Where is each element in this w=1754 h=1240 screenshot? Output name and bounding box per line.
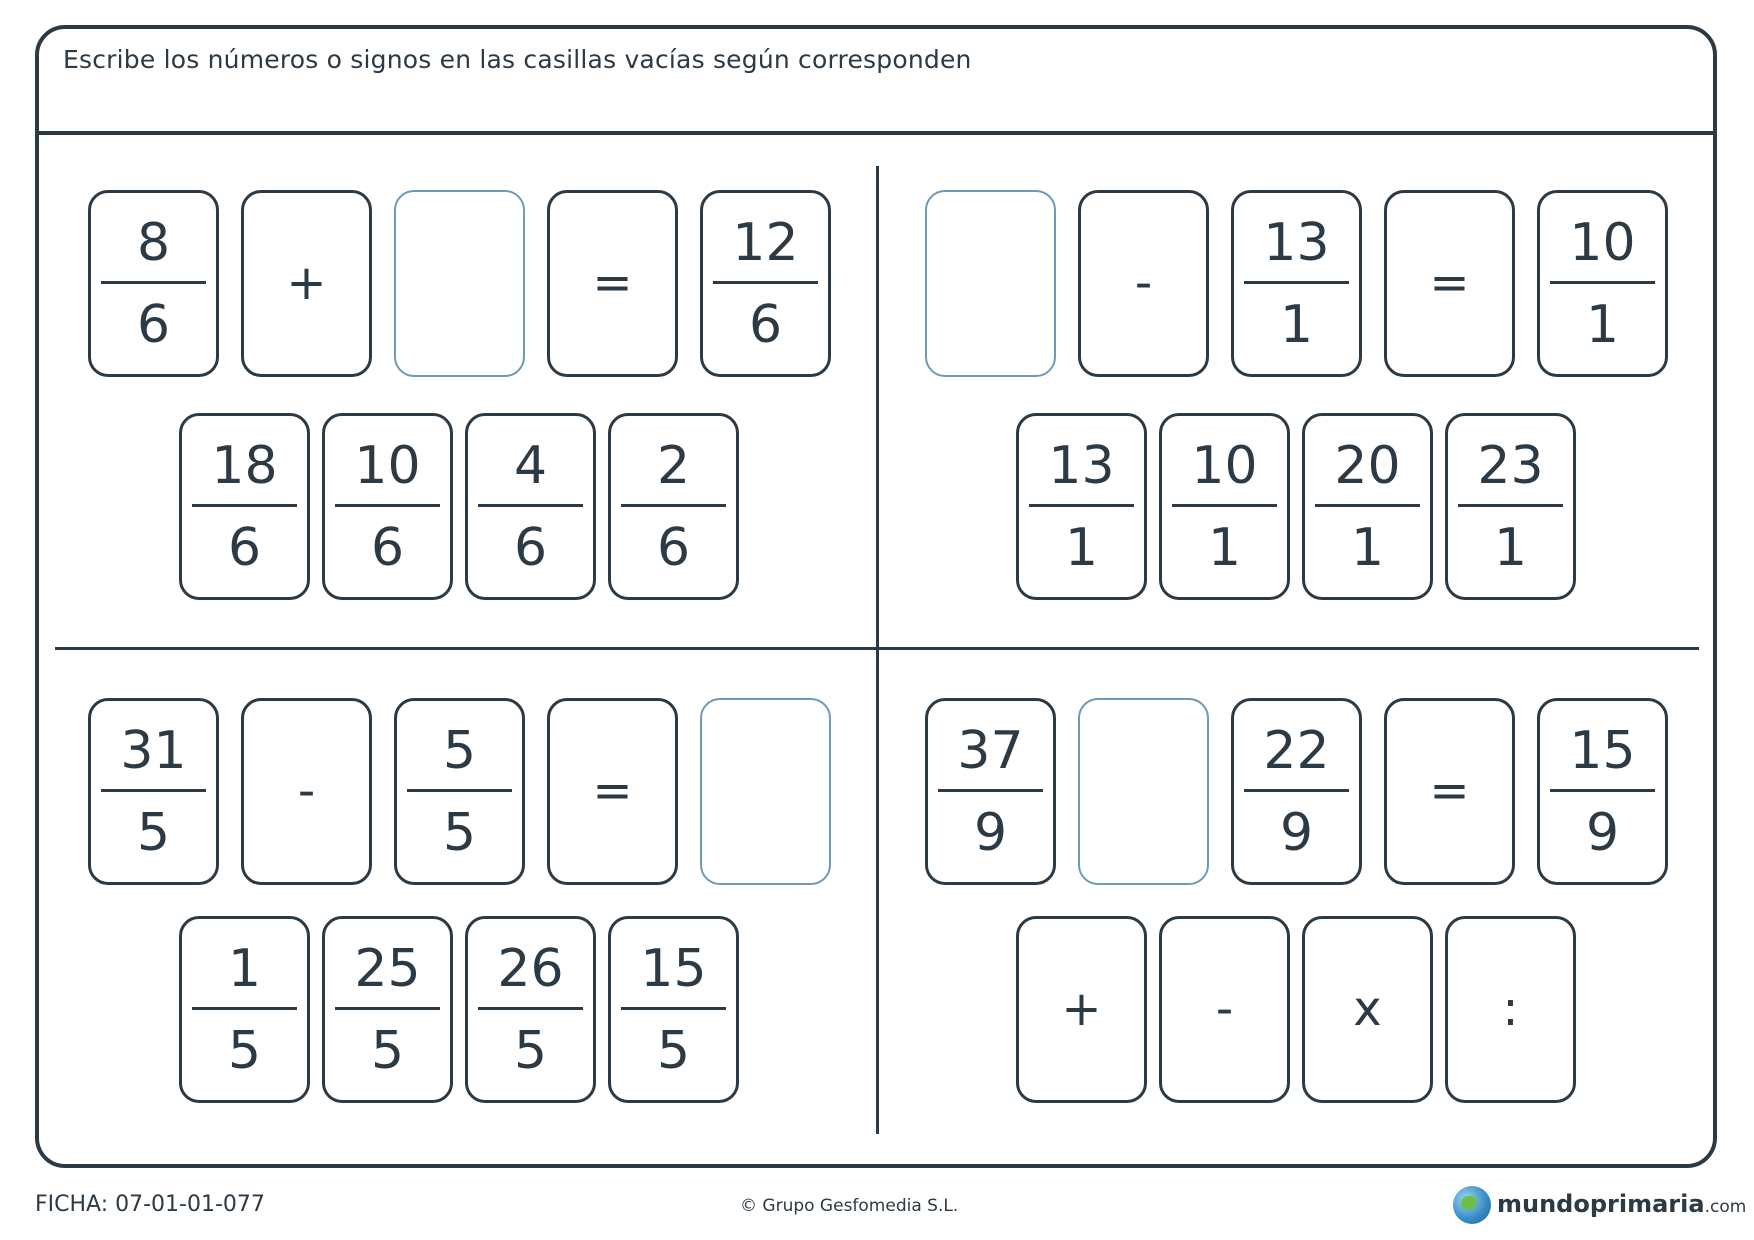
answer-blank-box[interactable] <box>925 190 1056 377</box>
denominator: 5 <box>370 1021 405 1081</box>
option-fraction-card <box>465 413 596 600</box>
numerator: 15 <box>1569 721 1636 781</box>
equation-symbol-card <box>241 698 372 885</box>
denominator: 1 <box>1585 295 1620 355</box>
operator-symbol: - <box>1134 255 1153 311</box>
equation-symbol-card <box>547 190 678 377</box>
fraction-bar <box>938 789 1043 792</box>
numerator: 25 <box>354 939 421 999</box>
fraction-bar <box>335 1007 440 1010</box>
numerator: 10 <box>354 436 421 496</box>
header-divider <box>35 131 1717 135</box>
numerator: 23 <box>1477 436 1544 496</box>
denominator: 1 <box>1279 295 1314 355</box>
fraction-bar <box>1029 504 1134 507</box>
numerator: 20 <box>1334 436 1401 496</box>
equation-symbol-card <box>547 698 678 885</box>
operator-symbol: + <box>286 255 327 311</box>
fraction-bar <box>192 504 297 507</box>
numerator: 31 <box>120 721 187 781</box>
fraction-bar <box>101 789 206 792</box>
option-fraction-card <box>1159 413 1290 600</box>
equation-fraction-card <box>1537 698 1668 885</box>
equation-symbol-card <box>1384 698 1515 885</box>
logo-name: mundoprimaria <box>1497 1190 1705 1218</box>
numerator: 18 <box>211 436 278 496</box>
equation-fraction-card <box>88 698 219 885</box>
option-fraction-card <box>322 916 453 1103</box>
logo-domain: .com <box>1704 1197 1747 1217</box>
equation-symbol-card <box>1078 190 1209 377</box>
fraction-bar <box>1458 504 1563 507</box>
globe-icon <box>1453 1186 1491 1224</box>
numerator: 13 <box>1048 436 1115 496</box>
logo-text <box>1497 1190 1746 1218</box>
denominator: 9 <box>973 803 1008 863</box>
equation-fraction-card <box>1537 190 1668 377</box>
denominator: 9 <box>1585 803 1620 863</box>
fraction-bar <box>407 789 512 792</box>
fraction-bar <box>621 504 726 507</box>
fraction-bar <box>1550 789 1655 792</box>
numerator: 22 <box>1263 721 1330 781</box>
fraction-bar <box>621 1007 726 1010</box>
numerator: 1 <box>227 939 262 999</box>
numerator: 26 <box>497 939 564 999</box>
fraction-bar <box>101 281 206 284</box>
option-fraction-card <box>179 413 310 600</box>
denominator: 6 <box>370 518 405 578</box>
numerator: 4 <box>513 436 548 496</box>
numerator: 8 <box>136 213 171 273</box>
option-symbol-card <box>1016 916 1147 1103</box>
equation-fraction-card <box>1231 698 1362 885</box>
denominator: 6 <box>513 518 548 578</box>
option-fraction-card <box>179 916 310 1103</box>
denominator: 6 <box>136 295 171 355</box>
denominator: 5 <box>442 803 477 863</box>
denominator: 1 <box>1064 518 1099 578</box>
option-fraction-card <box>1302 413 1433 600</box>
option-fraction-card <box>1445 413 1576 600</box>
numerator: 2 <box>656 436 691 496</box>
fraction-bar <box>1244 281 1349 284</box>
option-fraction-card <box>608 916 739 1103</box>
operator-symbol: = <box>592 763 633 819</box>
numerator: 10 <box>1191 436 1258 496</box>
option-symbol-card <box>1302 916 1433 1103</box>
horizontal-divider <box>55 647 1699 650</box>
denominator: 6 <box>656 518 691 578</box>
denominator: 1 <box>1350 518 1385 578</box>
denominator: 5 <box>513 1021 548 1081</box>
denominator: 1 <box>1207 518 1242 578</box>
instruction-text: Escribe los números o signos en las casillas vacías según corresponden <box>63 45 972 74</box>
operator-symbol: = <box>1429 763 1470 819</box>
operator-symbol: + <box>1061 981 1102 1037</box>
denominator: 5 <box>136 803 171 863</box>
equation-fraction-card <box>1231 190 1362 377</box>
equation-fraction-card <box>394 698 525 885</box>
fraction-bar <box>478 1007 583 1010</box>
numerator: 12 <box>732 213 799 273</box>
fraction-bar <box>478 504 583 507</box>
fraction-bar <box>1244 789 1349 792</box>
operator-symbol: - <box>1215 981 1234 1037</box>
operator-symbol: = <box>592 255 633 311</box>
operator-symbol: x <box>1353 981 1382 1037</box>
fraction-bar <box>335 504 440 507</box>
denominator: 9 <box>1279 803 1314 863</box>
equation-symbol-card <box>1384 190 1515 377</box>
fraction-bar <box>1315 504 1420 507</box>
equation-fraction-card <box>88 190 219 377</box>
option-fraction-card <box>322 413 453 600</box>
operator-symbol: - <box>297 763 316 819</box>
option-symbol-card <box>1159 916 1290 1103</box>
operator-symbol: = <box>1429 255 1470 311</box>
option-fraction-card <box>1016 413 1147 600</box>
numerator: 37 <box>957 721 1024 781</box>
option-fraction-card <box>608 413 739 600</box>
fraction-bar <box>192 1007 297 1010</box>
numerator: 15 <box>640 939 707 999</box>
answer-blank-box[interactable] <box>1078 698 1209 885</box>
operator-symbol: : <box>1502 981 1519 1037</box>
answer-blank-box[interactable] <box>394 190 525 377</box>
numerator: 10 <box>1569 213 1636 273</box>
denominator: 6 <box>227 518 262 578</box>
denominator: 6 <box>748 295 783 355</box>
option-symbol-card <box>1445 916 1576 1103</box>
numerator: 13 <box>1263 213 1330 273</box>
copyright-text: © Grupo Gesfomedia S.L. <box>740 1196 959 1216</box>
worksheet-code: FICHA: 07-01-01-077 <box>35 1192 265 1217</box>
answer-blank-box[interactable] <box>700 698 831 885</box>
denominator: 5 <box>656 1021 691 1081</box>
denominator: 1 <box>1493 518 1528 578</box>
numerator: 5 <box>442 721 477 781</box>
vertical-divider <box>876 166 879 1134</box>
equation-symbol-card <box>241 190 372 377</box>
denominator: 5 <box>227 1021 262 1081</box>
equation-fraction-card <box>700 190 831 377</box>
equation-fraction-card <box>925 698 1056 885</box>
fraction-bar <box>713 281 818 284</box>
option-fraction-card <box>465 916 596 1103</box>
fraction-bar <box>1172 504 1277 507</box>
fraction-bar <box>1550 281 1655 284</box>
